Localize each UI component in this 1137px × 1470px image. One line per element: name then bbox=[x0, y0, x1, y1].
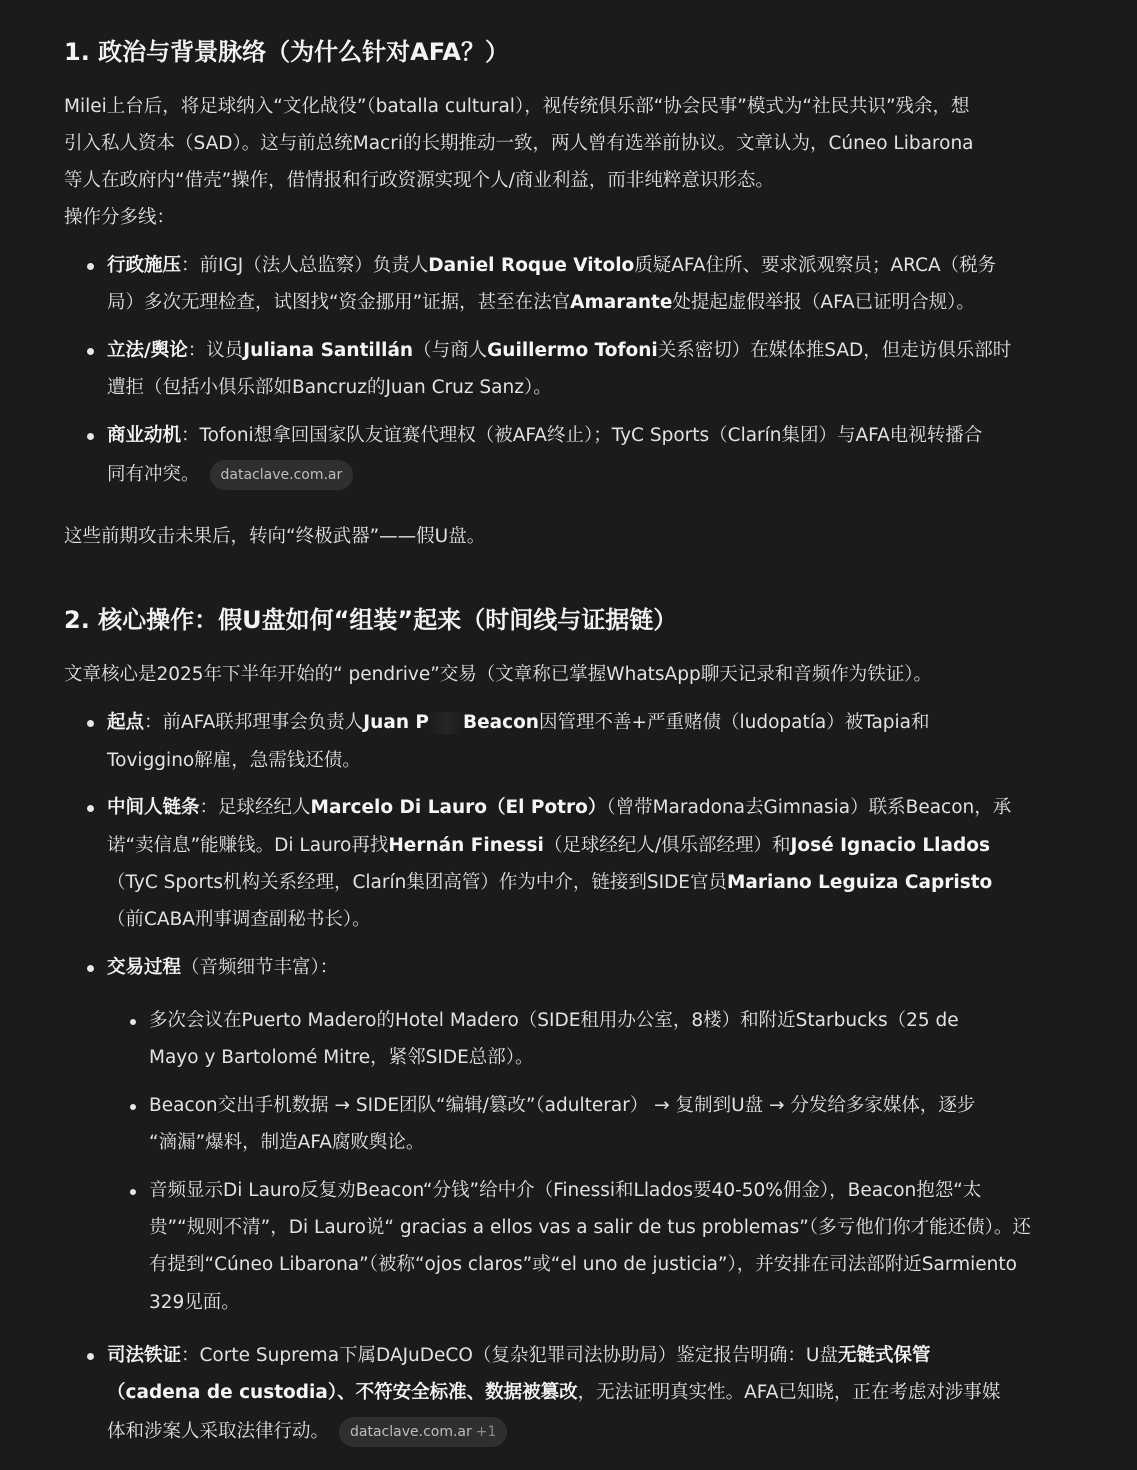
list-item-line: （前CABA刑事调查副秘书长）。 bbox=[107, 909, 371, 930]
text: ：Corte Suprema下属DAJuDeCO（复杂犯罪司法协助局）鉴定报告明确：U盘 bbox=[181, 1345, 838, 1366]
list-item-admin-pressure bbox=[107, 253, 996, 279]
sub-item-line: Beacon交出手机数据 → SIDE团队“编辑/篡改”（adulterar） → 复制到U盘 → 分发给多家媒体，逐步 bbox=[149, 1095, 976, 1116]
sub-item-line: 贵”“规则不清”，Di Lauro说“ gracias a ellos vas a salir de tus problemas”（多亏他们你才能还债）。还 bbox=[149, 1217, 1031, 1238]
list-item-line bbox=[107, 833, 990, 859]
text: 处提起虚假举报（AFA已证明合规）。 bbox=[672, 292, 975, 313]
emphasis: （cadena de custodia）、不符安全标准、数据被篡改 bbox=[107, 1382, 578, 1403]
list-item-line bbox=[107, 1417, 507, 1447]
list-item-legislative bbox=[107, 338, 1011, 364]
bullet-icon bbox=[87, 720, 94, 727]
paragraph-line: 文章核心是2025年下半年开始的“ pendrive”交易（文章称已掌握WhatsApp聊天记录和音频作为铁证）。 bbox=[64, 664, 932, 685]
paragraph-line: 操作分多线： bbox=[64, 207, 176, 228]
text: （TyC Sports机构关系经理，Clarín集团高管）作为中介，链接到SIDE官员 bbox=[107, 872, 727, 893]
text: 体和涉案人采取法律行动。 bbox=[107, 1421, 330, 1442]
bullet-icon bbox=[87, 433, 94, 440]
list-item-line: 遭拒（包括小俱乐部如Bancruz的Juan Cruz Sanz）。 bbox=[107, 377, 552, 398]
text: （音频细节丰富）： bbox=[181, 957, 339, 978]
list-item-line: Toviggino解雇，急需钱还债。 bbox=[107, 750, 361, 771]
list-item-key: 行政施压 bbox=[107, 255, 182, 276]
sub-item-line: 多次会议在Puerto Madero的Hotel Madero（SIDE租用办公室，8楼）和附近Starbucks（25 de bbox=[149, 1010, 959, 1031]
source-chip-label: dataclave.com.ar bbox=[220, 467, 343, 483]
list-item-line bbox=[107, 870, 992, 896]
bullet-icon bbox=[87, 1353, 94, 1360]
text: （与商人 bbox=[413, 340, 488, 361]
list-item-key: 立法/舆论 bbox=[107, 340, 188, 361]
sub-item-line: 有提到“Cúneo Libarona”（被称“ojos claros”或“el uno de justicia”），并安排在司法部附近Sarmiento bbox=[149, 1254, 1017, 1275]
text: 诺“卖信息”能赚钱。Di Lauro再找 bbox=[107, 835, 389, 856]
list-item-intermediaries bbox=[107, 795, 1011, 821]
bullet-icon bbox=[87, 965, 94, 972]
person-name: Beacon bbox=[463, 712, 539, 733]
text: 关系密切）在媒体推SAD，但走访俱乐部时 bbox=[657, 340, 1012, 361]
text: ：足球经纪人 bbox=[199, 797, 311, 818]
text: ：Tofoni想拿回国家队友谊赛代理权（被AFA终止）；TyC Sports（Clarín集团）与AFA电视转播合 bbox=[181, 425, 983, 446]
list-item-key: 中间人链条 bbox=[107, 797, 200, 818]
list-item-line bbox=[107, 460, 353, 490]
person-name: Guillermo Tofoni bbox=[487, 340, 658, 361]
person-name: Juliana Santillán bbox=[243, 340, 414, 361]
sub-bullet-icon bbox=[130, 1189, 136, 1195]
person-name: José Ignacio Llados bbox=[790, 835, 990, 856]
source-chip[interactable] bbox=[339, 1417, 507, 1447]
bullet-icon bbox=[87, 348, 94, 355]
person-name: Amarante bbox=[570, 292, 673, 313]
paragraph-line: 等人在政府内“借壳”操作，借情报和行政资源实现个人/商业利益，而非纯粹意识形态。 bbox=[64, 170, 774, 191]
section-1-title: 1. 政治与背景脉络（为什么针对AFA？） bbox=[64, 38, 509, 66]
list-item-key: 起点 bbox=[107, 712, 145, 733]
list-item-key: 司法铁证 bbox=[107, 1345, 182, 1366]
list-item-line bbox=[107, 290, 975, 316]
paragraph-line: 引入私人资本（SAD）。这与前总统Macri的长期推动一致，两人曾有选举前协议。文章认为，Cúneo Libarona bbox=[64, 133, 974, 154]
bullet-icon bbox=[87, 263, 94, 270]
sub-item-line: “滴漏”爆料，制造AFA腐败舆论。 bbox=[149, 1132, 425, 1153]
list-item-line bbox=[107, 1380, 1000, 1406]
bullet-icon bbox=[87, 805, 94, 812]
sub-bullet-icon bbox=[130, 1019, 136, 1025]
sub-item-line: Mayo y Bartolomé Mitre，紧邻SIDE总部）。 bbox=[149, 1047, 534, 1068]
section-2-title: 2. 核心操作：假U盘如何“组装”起来（时间线与证据链） bbox=[64, 606, 678, 634]
text: ：议员 bbox=[187, 340, 244, 361]
person-name: Juan P bbox=[363, 712, 429, 733]
text: ，无法证明真实性。AFA已知晓，正在考虑对涉事媒 bbox=[577, 1382, 1001, 1403]
text: ：前IGJ（法人总监察）负责人 bbox=[181, 255, 429, 276]
list-item-starting-point bbox=[107, 710, 930, 736]
redaction-mask bbox=[429, 712, 463, 734]
paragraph-line: 这些前期攻击未果后，转向“终极武器”——假U盘。 bbox=[64, 526, 486, 547]
person-name: Hernán Finessi bbox=[388, 835, 544, 856]
text: ：前AFA联邦理事会负责人 bbox=[144, 712, 364, 733]
list-item-key: 交易过程 bbox=[107, 957, 182, 978]
source-chip[interactable] bbox=[210, 460, 354, 490]
person-name: Marcelo Di Lauro（El Potro） bbox=[310, 797, 607, 818]
source-chip-label: dataclave.com.ar bbox=[350, 1424, 472, 1440]
sub-bullet-icon bbox=[130, 1104, 136, 1110]
text: 质疑AFA住所、要求派观察员；ARCA（税务 bbox=[634, 255, 997, 276]
list-item-key: 商业动机 bbox=[107, 425, 182, 446]
paragraph-line: Milei上台后，将足球纳入“文化战役”（batalla cultural），视传统俱乐部“协会民事”模式为“社民共识”残余，想 bbox=[64, 96, 970, 117]
person-name: Mariano Leguiza Capristo bbox=[726, 872, 993, 893]
person-name: Daniel Roque Vitolo bbox=[428, 255, 635, 276]
text: 同有冲突。 bbox=[107, 464, 200, 485]
list-item-judicial bbox=[107, 1343, 930, 1369]
emphasis: 无链式保管 bbox=[837, 1345, 931, 1366]
sub-item-line: 音频显示Di Lauro反复劝Beacon“分钱”给中介（Finessi和Llados要40-50%佣金），Beacon抱怨“太 bbox=[149, 1180, 982, 1201]
source-chip-count: +1 bbox=[475, 1424, 497, 1440]
list-item-commercial bbox=[107, 423, 982, 449]
text: （曾带Maradona去Gimnasia）联系Beacon，承 bbox=[606, 797, 1012, 818]
list-item-transaction bbox=[107, 955, 338, 981]
sub-item-line: 329见面。 bbox=[149, 1292, 240, 1313]
text: （足球经纪人/俱乐部经理）和 bbox=[543, 835, 791, 856]
text: 局）多次无理检查，试图找“资金挪用”证据，甚至在法官 bbox=[107, 292, 571, 313]
text: 因管理不善+严重赌债（ludopatía）被Tapia和 bbox=[538, 712, 930, 733]
